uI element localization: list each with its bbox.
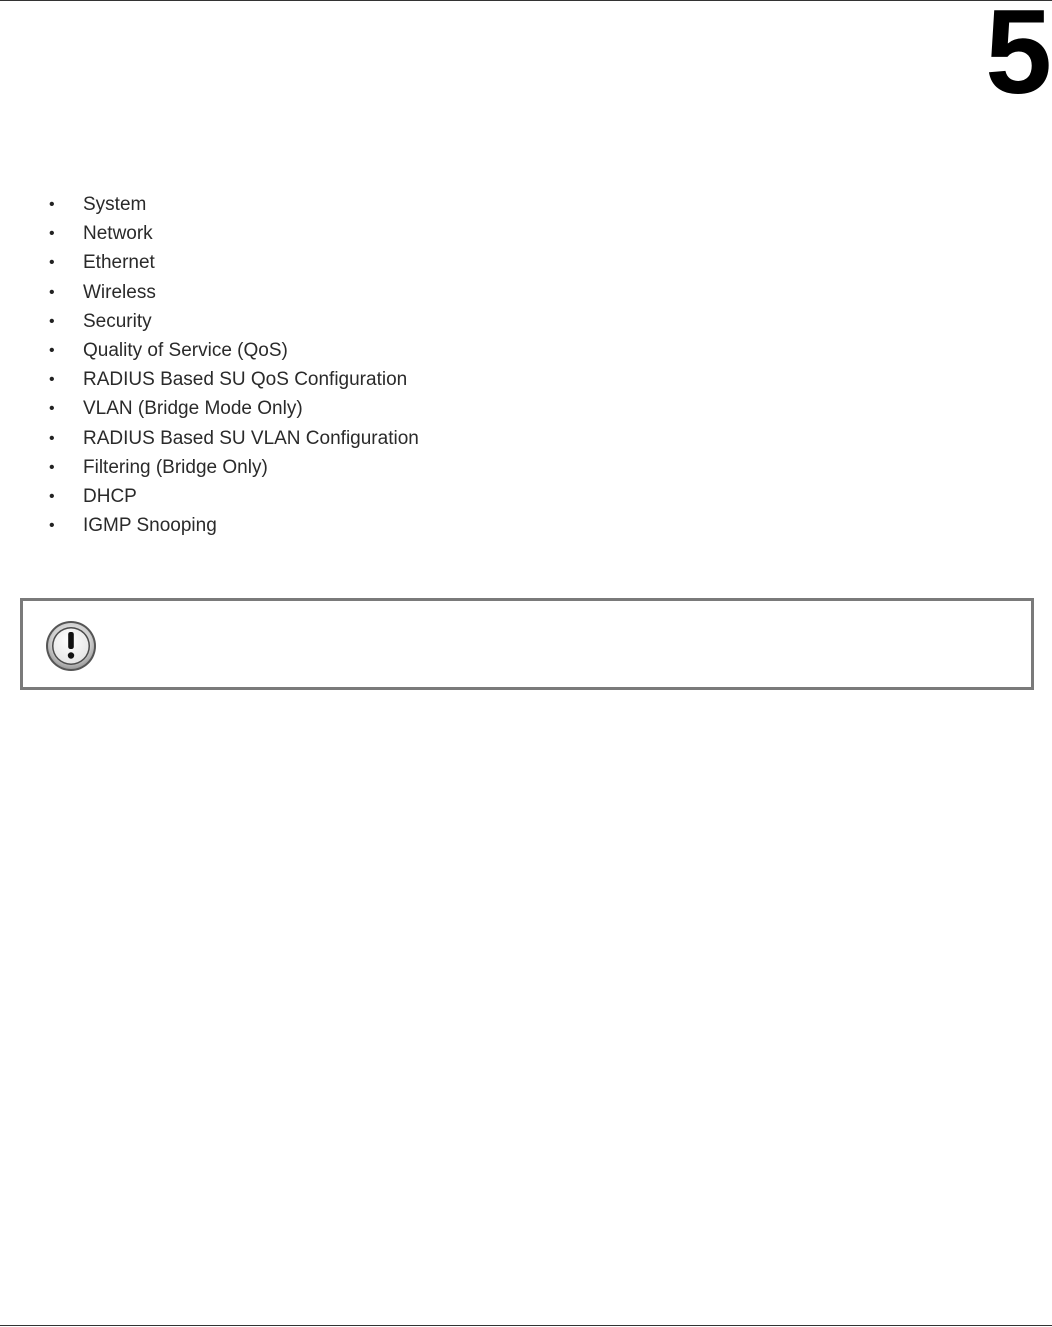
list-item-label: DHCP bbox=[83, 485, 137, 507]
bullet: • bbox=[49, 371, 55, 389]
list-item-label: Filtering (Bridge Only) bbox=[83, 456, 268, 478]
notice-box bbox=[20, 598, 1034, 690]
bullet: • bbox=[49, 458, 55, 476]
exclamation-circle-icon bbox=[45, 620, 97, 672]
top-rule bbox=[0, 0, 1052, 1]
list-item-label: Network bbox=[83, 223, 153, 245]
bottom-rule bbox=[0, 1325, 1052, 1326]
bullet: • bbox=[49, 254, 55, 272]
bullet: • bbox=[49, 400, 55, 418]
list-item-label: Security bbox=[83, 310, 152, 332]
bullet: • bbox=[49, 429, 55, 447]
list-item-label: IGMP Snooping bbox=[83, 515, 217, 537]
list-item-label: Ethernet bbox=[83, 252, 155, 274]
bullet: • bbox=[49, 341, 55, 359]
bullet: • bbox=[49, 517, 55, 535]
list-item-label: VLAN (Bridge Mode Only) bbox=[83, 398, 303, 420]
bullet: • bbox=[49, 487, 55, 505]
bullet: • bbox=[49, 312, 55, 330]
list-item-label: RADIUS Based SU VLAN Configuration bbox=[83, 427, 419, 449]
bullet: • bbox=[49, 283, 55, 301]
list-item-label: System bbox=[83, 194, 147, 215]
list-item-label: Quality of Service (QoS) bbox=[83, 339, 288, 361]
bullet: • bbox=[49, 225, 55, 243]
list-item-label: RADIUS Based SU QoS Configuration bbox=[83, 369, 408, 391]
list-item-label: Wireless bbox=[83, 281, 156, 303]
bullet: • bbox=[49, 196, 55, 213]
chapter-number: 5 bbox=[985, 0, 1050, 119]
